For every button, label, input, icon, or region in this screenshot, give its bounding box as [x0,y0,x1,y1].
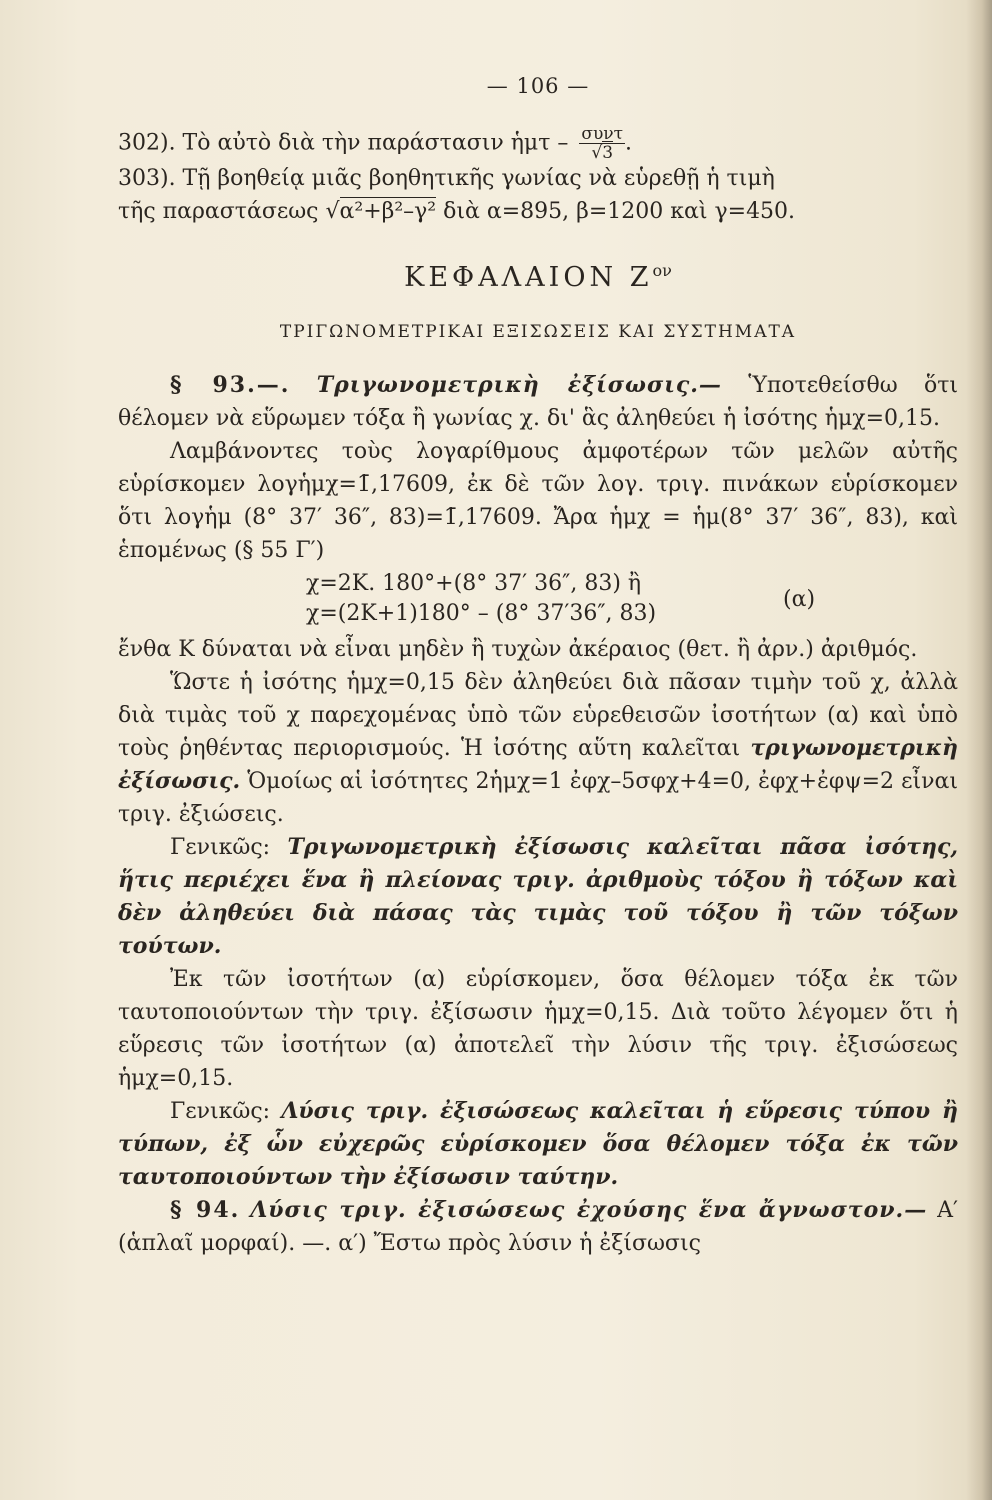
equation-tag: (α) [783,587,816,612]
paragraph-solution-definition: Γενικῶς: Λύσις τριγ. ἐξισώσεως καλεῖται ἡ εὕρεσις τύπου ἢ τύπων, ἐξ ὧν εὐχερῶς εὑρίσκομεν ὅσα θέλομεν τόξα ἐκ τῶν ταυτοποιούντων τὴν ἐξίσωσιν ταύτην. [118,1098,959,1190]
equation-2: χ=(2Κ+1)180° – (8° 37′36″, 83) [306,601,657,626]
paragraph-solution-intro: Ἐκ τῶν ἰσοτήτων (α) εὑρίσκομεν, ὅσα θέλομεν τόξα ἐκ τῶν ταυτοποιούντων τὴν τριγ. ἐξίσωσιν ἡμχ=0,15. Διὰ τοῦτο λέγομεν ὅτι ἡ εὕρεσις τῶν ἰσοτήτων (α) ἀποτελεῖ τὴν λύσιν τῆς τριγ. ἐξισώσεως ἡμχ=0,15. [118,967,958,1091]
paragraph-definition: Γενικῶς: Τριγωνομετρικὴ ἐξίσωσις καλεῖται πᾶσα ἰσότης, ἥτις περιέχει ἕνα ἢ πλείονας τριγ. ἀριθμοὺς τόξου ἢ τόξων καὶ δὲν ἀληθεύει διὰ πάσας τὰς τιμὰς τοῦ τόξου ἢ τῶν τόξων τούτων. [118,834,959,959]
exercise-302: 302). Τὸ αὐτὸ διὰ τὴν παράστασιν ἡμτ – $\frac{\text{συντ}}{√3}$ . [118,124,633,163]
exercise-303-continued: τῆς παραστάσεως √α²+β²–γ² διὰ α=895, β=1200 καὶ γ=450. [118,199,796,224]
page-edge-shadow [966,0,992,1500]
section-94-intro: § 94. Λύσις τριγ. ἐξισώσεως ἐχούσης ἕνα ἄγνωστον.— Α′ (ἁπλαῖ μορφαί). —. α′) Ἔστω πρὸς λύσιν ἡ ἐξίσωσις [118,1197,958,1256]
section-title: Τριγωνομετρικὴ ἐξίσωσις.— [316,372,722,398]
section-number: § 93.—. [170,372,291,398]
section-93-intro: § 93.—. Τριγωνομετρικὴ ἐξίσωσις.— Ὑποτεθείσθω ὅτι θέλομεν νὰ εὕρωμεν τόξα ἢ γωνίας χ. δι' ἃς ἀληθεύει ἡ ἰσότης ἡμχ=0,15. [118,372,958,431]
chapter-title: ΚΕΦΑΛΑΙΟΝ $Z^{o\nu}$ [404,261,672,293]
chapter-subtitle: ΤΡΙΓΩΝΟΜΕΤΡΙΚΑΙ ΕΞΙΣΩΣΕΙΣ ΚΑΙ ΣΥΣΤΗΜΑΤΑ [279,322,797,342]
page-content [118,70,958,1260]
paragraph-definition-intro: Ὥστε ἡ ἰσότης ἡμχ=0,15 δὲν ἀληθεύει διὰ πᾶσαν τιμὴν τοῦ χ, ἀλλὰ διὰ τιμὰς τοῦ χ παρεχομένας ὑπὸ τῶν εὑρεθεισῶν ἰσοτήτων (α) καὶ ὑπὸ τοὺς ῥηθέντας περιορισμούς. Ἡ ἰσότης αὕτη καλεῖται τριγωνομετρικὴ ἐξίσωσις. Ὁμοίως αἱ ἰσότητες 2ἡμχ=1 ἐφχ–5σφχ+4=0, ἐφχ+ἐφψ=2 εἶναι τριγ. ἐξιώσεις. [118,670,958,827]
paragraph-where-k: ἔνθα Κ δύναται νὰ εἶναι μηδὲν ἢ τυχὼν ἀκέραιος (θετ. ἢ ἀρν.) ἀριθμός. [118,637,918,662]
section-number: § 94. [170,1197,241,1223]
exercise-303: 303). Τῇ βοηθείᾳ μιᾶς βοηθητικῆς γωνίας νὰ εὑρεθῇ ἡ τιμὴ [118,166,775,191]
equation-1: χ=2Κ. 180°+(8° 37′ 36″, 83) ἢ [306,571,642,596]
equations-alpha [118,569,958,629]
page-number: — 106 — [486,74,590,98]
fraction: $\frac{\text{συντ}}{√3}$ [581,124,624,163]
paragraph-logarithms: Λαμβάνοντες τοὺς λογαρίθμους ἀμφοτέρων τῶν μελῶν αὐτῆς εὑρίσκομεν λογἡμχ=1̄,17609, ἐκ δὲ τῶν λογ. τριγ. πινάκων εὑρίσκομεν ὅτι λογἡμ (8° 37′ 36″, 83)=1̄,17609. Ἄρα ἡμχ = ἡμ(8° 37′ 36″, 83), καὶ ἑπομένως (§ 55 Γ′) [118,439,958,563]
section-title: Λύσις τριγ. ἐξισώσεως ἐχούσης ἕνα ἄγνωστον.— [250,1197,928,1223]
